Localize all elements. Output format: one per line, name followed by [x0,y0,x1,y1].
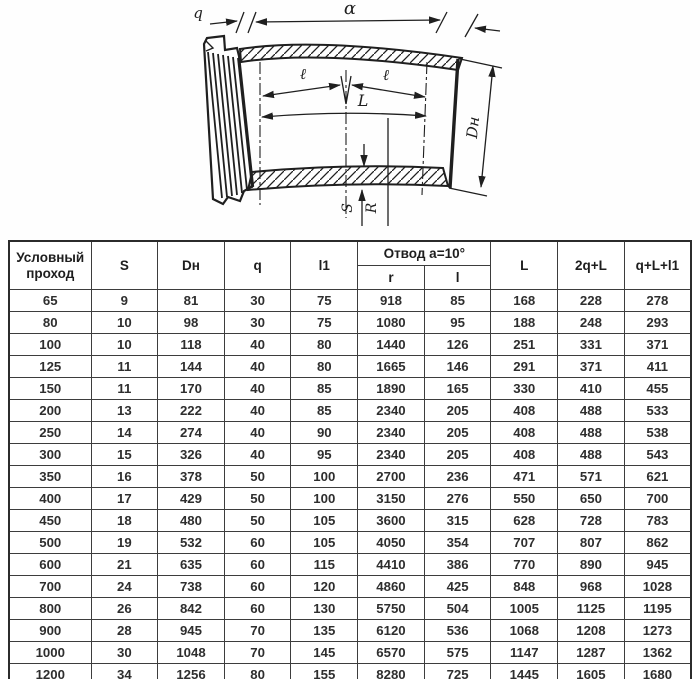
table-cell: 40 [224,444,291,466]
table-cell: 650 [558,488,625,510]
table-cell: 2700 [358,466,425,488]
table-cell: 293 [624,312,691,334]
table-cell: 354 [424,532,491,554]
table-row [9,466,691,488]
table-cell: 30 [91,642,158,664]
table-cell: 378 [158,466,225,488]
table-cell: 228 [558,290,625,312]
table-cell: 120 [291,576,358,598]
table-cell: 18 [91,510,158,532]
table-cell: 488 [558,444,625,466]
table-cell: 40 [224,334,291,356]
table-cell: 145 [291,642,358,664]
table-cell: 1287 [558,642,625,664]
table-cell: 371 [624,334,691,356]
table-cell: 1890 [358,378,425,400]
table-cell: 6120 [358,620,425,642]
table-row [9,356,691,378]
table-cell: 8280 [358,664,425,679]
table-cell: 2340 [358,400,425,422]
table-cell: 532 [158,532,225,554]
dim-l-left [263,65,340,96]
table-cell: 408 [491,422,558,444]
table-cell: 371 [558,356,625,378]
pipe-bend-drawing [140,0,570,240]
table-cell: 9 [91,290,158,312]
table-cell: 700 [624,488,691,510]
table-cell: 450 [9,510,91,532]
table-cell: 621 [624,466,691,488]
table-cell: 125 [9,356,91,378]
table-cell: 118 [158,334,225,356]
table-row [9,532,691,554]
table-row [9,642,691,664]
col-header-L: L [491,241,558,290]
table-cell: 315 [424,510,491,532]
table-cell: 205 [424,444,491,466]
table-cell: 543 [624,444,691,466]
table-cell: 842 [158,598,225,620]
table-row [9,554,691,576]
table-row [9,334,691,356]
table-cell: 410 [558,378,625,400]
col-header-r: r [358,266,425,290]
table-cell: 848 [491,576,558,598]
table-cell: 75 [291,290,358,312]
col-header-s: S [91,241,158,290]
table-cell: 918 [358,290,425,312]
table-cell: 945 [158,620,225,642]
table-cell: 411 [624,356,691,378]
table-cell: 1665 [358,356,425,378]
table-cell: 3600 [358,510,425,532]
table-cell: 331 [558,334,625,356]
table-body [9,290,691,679]
table-cell: 80 [291,334,358,356]
table-cell: 50 [224,510,291,532]
table-cell: 274 [158,422,225,444]
table-cell: 40 [224,356,291,378]
table-cell: 165 [424,378,491,400]
table-cell: 3150 [358,488,425,510]
table-cell: 533 [624,400,691,422]
table-cell: 21 [91,554,158,576]
table-cell: 95 [424,312,491,334]
table-cell: 10 [91,334,158,356]
table-cell: 488 [558,400,625,422]
table-cell: 1256 [158,664,225,679]
table-cell: 146 [424,356,491,378]
table-cell: 155 [291,664,358,679]
table-cell: 50 [224,488,291,510]
table-cell: 1208 [558,620,625,642]
table-cell: 429 [158,488,225,510]
table-cell: 480 [158,510,225,532]
table-cell: 386 [424,554,491,576]
table-cell: 425 [424,576,491,598]
table-cell: 222 [158,400,225,422]
col-header-q: q [224,241,291,290]
table-cell: 70 [224,642,291,664]
table-row [9,664,691,679]
table-cell: 34 [91,664,158,679]
table-cell: 188 [491,312,558,334]
table-cell: 16 [91,466,158,488]
table-cell: 400 [9,488,91,510]
table-cell: 6570 [358,642,425,664]
dimensions-table [8,240,692,679]
table-cell: 4860 [358,576,425,598]
table-cell: 1440 [358,334,425,356]
table-cell: 200 [9,400,91,422]
col-header-dn: Dн [158,241,225,290]
table-cell: 330 [491,378,558,400]
dim-alpha [256,0,500,37]
table-cell: 60 [224,598,291,620]
table-cell: 15 [91,444,158,466]
col-header-l: l [424,266,491,290]
table-cell: 17 [91,488,158,510]
table-cell: 408 [491,400,558,422]
table-cell: 85 [291,378,358,400]
table-cell: 40 [224,400,291,422]
table-cell: 538 [624,422,691,444]
col-header-q-L-l1: q+L+l1 [624,241,691,290]
table-row [9,598,691,620]
table-cell: 85 [424,290,491,312]
table-cell: 98 [158,312,225,334]
table-cell: 278 [624,290,691,312]
thread-ribs [208,52,252,198]
table-cell: 50 [224,466,291,488]
table-cell: 1000 [9,642,91,664]
table-cell: 1028 [624,576,691,598]
table-cell: 251 [491,334,558,356]
table-cell: 4050 [358,532,425,554]
S-label: S [340,203,356,213]
table-cell: 770 [491,554,558,576]
table-cell: 408 [491,444,558,466]
table-cell: 90 [291,422,358,444]
table-cell: 11 [91,356,158,378]
table-row [9,444,691,466]
l-left-label: ℓ [299,65,307,83]
table-cell: 30 [224,312,291,334]
q-label: q [193,4,203,22]
table-cell: 4410 [358,554,425,576]
table-cell: 455 [624,378,691,400]
table-cell: 890 [558,554,625,576]
table-cell: 28 [91,620,158,642]
col-header-2q-L: 2q+L [558,241,625,290]
table-cell: 783 [624,510,691,532]
table-cell: 100 [291,488,358,510]
table-cell: 536 [424,620,491,642]
table-cell: 1195 [624,598,691,620]
table-cell: 80 [291,356,358,378]
table-cell: 571 [558,466,625,488]
l-right-label: ℓ [382,66,390,84]
table-cell: 635 [158,554,225,576]
pipe-walls [240,45,462,190]
table-cell: 2340 [358,444,425,466]
table-row [9,290,691,312]
table-cell: 80 [224,664,291,679]
table-cell: 2340 [358,422,425,444]
table-cell: 205 [424,400,491,422]
table-cell: 60 [224,532,291,554]
table-cell: 250 [9,422,91,444]
centerlines [260,62,427,218]
table-cell: 725 [424,664,491,679]
table-cell: 862 [624,532,691,554]
table-cell: 60 [224,554,291,576]
table-cell: 707 [491,532,558,554]
table-cell: 350 [9,466,91,488]
table-cell: 248 [558,312,625,334]
table-cell: 40 [224,378,291,400]
table-row [9,576,691,598]
table-cell: 236 [424,466,491,488]
table-cell: 1273 [624,620,691,642]
table-cell: 276 [424,488,491,510]
table-cell: 1200 [9,664,91,679]
table-cell: 168 [491,290,558,312]
table-cell: 1048 [158,642,225,664]
table-cell: 19 [91,532,158,554]
table-cell: 85 [291,400,358,422]
table-cell: 1362 [624,642,691,664]
table-cell: 14 [91,422,158,444]
pipe-end-face [450,59,458,188]
table-cell: 144 [158,356,225,378]
table-cell: 900 [9,620,91,642]
table-cell: 65 [9,290,91,312]
table-cell: 1445 [491,664,558,679]
table-row [9,488,691,510]
table-cell: 1147 [491,642,558,664]
table-header [9,241,691,290]
table-cell: 100 [9,334,91,356]
table-row [9,620,691,642]
table-cell: 738 [158,576,225,598]
table-cell: 326 [158,444,225,466]
table-cell: 81 [158,290,225,312]
table-cell: 807 [558,532,625,554]
table-cell: 26 [91,598,158,620]
R-label: R [364,202,380,214]
table-cell: 1080 [358,312,425,334]
alpha-label: α [343,0,357,19]
col-header-uslovny-prohod: Условный проход [9,241,91,290]
col-header-l1: l1 [291,241,358,290]
table-cell: 728 [558,510,625,532]
dim-q [193,4,256,33]
table-cell: 1005 [491,598,558,620]
table-cell: 1068 [491,620,558,642]
table-cell: 1605 [558,664,625,679]
table-cell: 1680 [624,664,691,679]
pipe-bend-diagram [140,0,570,240]
table-cell: 945 [624,554,691,576]
table-cell: 700 [9,576,91,598]
table-cell: 5750 [358,598,425,620]
table-cell: 205 [424,422,491,444]
table-cell: 130 [291,598,358,620]
table-cell: 135 [291,620,358,642]
table-row [9,312,691,334]
L-label: L [357,91,369,110]
table-cell: 471 [491,466,558,488]
table-cell: 40 [224,422,291,444]
table-cell: 150 [9,378,91,400]
table-cell: 600 [9,554,91,576]
table-cell: 13 [91,400,158,422]
table-cell: 550 [491,488,558,510]
table-cell: 115 [291,554,358,576]
table-cell: 105 [291,510,358,532]
table-cell: 170 [158,378,225,400]
table-cell: 126 [424,334,491,356]
table-cell: 291 [491,356,558,378]
table-cell: 100 [291,466,358,488]
Dn-label: Dн [462,115,484,140]
col-header-otvod-group: Отвод a=10° [358,241,491,266]
table-cell: 1125 [558,598,625,620]
table-cell: 80 [9,312,91,334]
table-cell: 968 [558,576,625,598]
table-row [9,378,691,400]
table-cell: 60 [224,576,291,598]
table-row [9,422,691,444]
table-cell: 105 [291,532,358,554]
table-cell: 500 [9,532,91,554]
table-cell: 488 [558,422,625,444]
table-cell: 504 [424,598,491,620]
table-cell: 30 [224,290,291,312]
table-cell: 800 [9,598,91,620]
table-cell: 575 [424,642,491,664]
table-row [9,510,691,532]
table-cell: 75 [291,312,358,334]
table-cell: 300 [9,444,91,466]
table-cell: 628 [491,510,558,532]
table-cell: 11 [91,378,158,400]
table-cell: 24 [91,576,158,598]
table-cell: 70 [224,620,291,642]
table-row [9,400,691,422]
table-cell: 95 [291,444,358,466]
table-cell: 10 [91,312,158,334]
